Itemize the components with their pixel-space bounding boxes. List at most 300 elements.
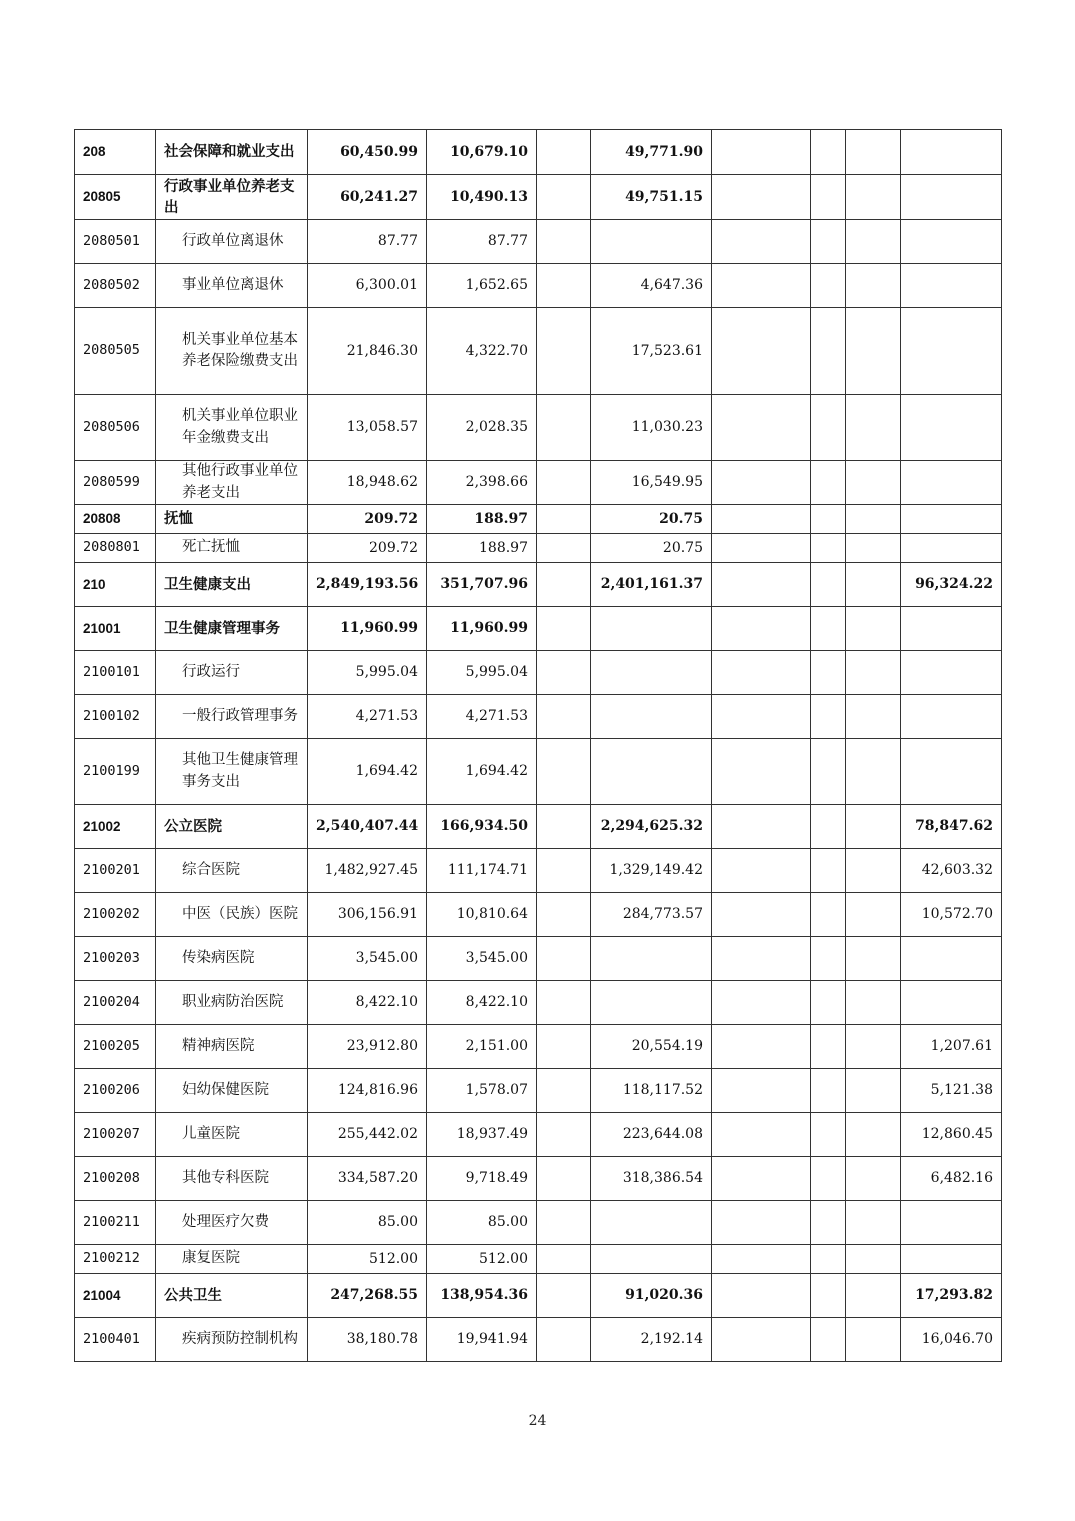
amount-cell-c5	[712, 505, 811, 534]
amount-cell-c1: 247,268.55	[308, 1274, 427, 1318]
amount-cell-c2: 8,422.10	[427, 981, 537, 1025]
page-number: 24	[528, 1413, 547, 1429]
row-name-cell: 职业病防治医院	[156, 981, 308, 1025]
amount-cell-c4: 49,771.90	[591, 130, 712, 175]
row-name-cell: 事业单位离退休	[156, 264, 308, 308]
amount-cell-c8: 5,121.38	[901, 1069, 1002, 1113]
amount-cell-c2: 18,937.49	[427, 1113, 537, 1157]
amount-cell-c7	[846, 739, 901, 805]
table-row	[75, 1201, 1002, 1245]
amount-cell-c4: 2,294,625.32	[591, 805, 712, 849]
table-row	[75, 1318, 1002, 1362]
amount-cell-c1: 87.77	[308, 220, 427, 264]
amount-cell-c3	[537, 1201, 591, 1245]
table-row	[75, 534, 1002, 563]
amount-cell-c2: 188.97	[427, 505, 537, 534]
amount-cell-c4	[591, 981, 712, 1025]
amount-cell-c3	[537, 175, 591, 220]
amount-cell-c8: 12,860.45	[901, 1113, 1002, 1157]
amount-cell-c4: 2,192.14	[591, 1318, 712, 1362]
amount-cell-c7	[846, 893, 901, 937]
amount-cell-c2: 5,995.04	[427, 651, 537, 695]
amount-cell-c6	[811, 651, 846, 695]
amount-cell-c7	[846, 1069, 901, 1113]
amount-cell-c3	[537, 981, 591, 1025]
amount-cell-c6	[811, 563, 846, 607]
amount-cell-c3	[537, 1245, 591, 1274]
row-code-cell: 2100208	[75, 1157, 156, 1201]
row-code-cell: 2100212	[75, 1245, 156, 1274]
amount-cell-c7	[846, 308, 901, 395]
amount-cell-c1: 124,816.96	[308, 1069, 427, 1113]
amount-cell-c2: 512.00	[427, 1245, 537, 1274]
row-name-cell: 妇幼保健医院	[156, 1069, 308, 1113]
amount-cell-c1: 334,587.20	[308, 1157, 427, 1201]
amount-cell-c8	[901, 607, 1002, 651]
row-name-cell: 抚恤	[156, 505, 308, 534]
amount-cell-c6	[811, 220, 846, 264]
amount-cell-c3	[537, 220, 591, 264]
row-code-cell: 2100205	[75, 1025, 156, 1069]
amount-cell-c2: 10,490.13	[427, 175, 537, 220]
amount-cell-c2: 2,151.00	[427, 1025, 537, 1069]
amount-cell-c4: 4,647.36	[591, 264, 712, 308]
row-name-cell: 处理医疗欠费	[156, 1201, 308, 1245]
amount-cell-c2: 188.97	[427, 534, 537, 563]
row-code-cell: 21001	[75, 607, 156, 651]
amount-cell-c8	[901, 937, 1002, 981]
amount-cell-c2: 10,810.64	[427, 893, 537, 937]
amount-cell-c4	[591, 607, 712, 651]
row-code-cell: 21004	[75, 1274, 156, 1318]
amount-cell-c8: 16,046.70	[901, 1318, 1002, 1362]
row-code-cell: 2080506	[75, 395, 156, 461]
amount-cell-c7	[846, 1113, 901, 1157]
amount-cell-c6	[811, 1025, 846, 1069]
amount-cell-c2: 2,398.66	[427, 461, 537, 505]
amount-cell-c6	[811, 175, 846, 220]
amount-cell-c4: 223,644.08	[591, 1113, 712, 1157]
amount-cell-c6	[811, 937, 846, 981]
amount-cell-c4	[591, 1245, 712, 1274]
table-row	[75, 1025, 1002, 1069]
amount-cell-c6	[811, 1274, 846, 1318]
amount-cell-c5	[712, 1069, 811, 1113]
amount-cell-c7	[846, 175, 901, 220]
row-code-cell: 2100199	[75, 739, 156, 805]
amount-cell-c7	[846, 1245, 901, 1274]
amount-cell-c3	[537, 849, 591, 893]
row-code-cell: 2100206	[75, 1069, 156, 1113]
amount-cell-c8	[901, 1245, 1002, 1274]
table-row	[75, 849, 1002, 893]
amount-cell-c2: 1,578.07	[427, 1069, 537, 1113]
amount-cell-c2: 1,694.42	[427, 739, 537, 805]
amount-cell-c3	[537, 534, 591, 563]
amount-cell-c8	[901, 308, 1002, 395]
amount-cell-c2: 3,545.00	[427, 937, 537, 981]
row-code-cell: 2100201	[75, 849, 156, 893]
amount-cell-c3	[537, 805, 591, 849]
amount-cell-c6	[811, 739, 846, 805]
amount-cell-c4: 49,751.15	[591, 175, 712, 220]
row-code-cell: 20805	[75, 175, 156, 220]
row-name-cell: 社会保障和就业支出	[156, 130, 308, 175]
amount-cell-c5	[712, 395, 811, 461]
amount-cell-c6	[811, 130, 846, 175]
amount-cell-c5	[712, 739, 811, 805]
amount-cell-c5	[712, 534, 811, 563]
row-name-cell: 儿童医院	[156, 1113, 308, 1157]
amount-cell-c3	[537, 1274, 591, 1318]
table-row	[75, 805, 1002, 849]
row-code-cell: 2100207	[75, 1113, 156, 1157]
amount-cell-c6	[811, 1113, 846, 1157]
amount-cell-c6	[811, 607, 846, 651]
amount-cell-c4	[591, 739, 712, 805]
row-name-cell: 行政单位离退休	[156, 220, 308, 264]
amount-cell-c6	[811, 461, 846, 505]
row-name-cell: 综合医院	[156, 849, 308, 893]
amount-cell-c3	[537, 651, 591, 695]
table-row	[75, 130, 1002, 175]
amount-cell-c2: 1,652.65	[427, 264, 537, 308]
amount-cell-c3	[537, 1318, 591, 1362]
amount-cell-c1: 3,545.00	[308, 937, 427, 981]
amount-cell-c6	[811, 264, 846, 308]
table-row	[75, 563, 1002, 607]
amount-cell-c2: 4,271.53	[427, 695, 537, 739]
amount-cell-c5	[712, 607, 811, 651]
amount-cell-c2: 111,174.71	[427, 849, 537, 893]
row-name-cell: 公共卫生	[156, 1274, 308, 1318]
table-row	[75, 1069, 1002, 1113]
amount-cell-c8: 17,293.82	[901, 1274, 1002, 1318]
amount-cell-c8: 6,482.16	[901, 1157, 1002, 1201]
amount-cell-c1: 85.00	[308, 1201, 427, 1245]
amount-cell-c2: 85.00	[427, 1201, 537, 1245]
row-code-cell: 2080599	[75, 461, 156, 505]
budget-table	[74, 129, 1002, 1362]
table-row	[75, 1274, 1002, 1318]
table-row	[75, 937, 1002, 981]
amount-cell-c4: 284,773.57	[591, 893, 712, 937]
amount-cell-c2: 10,679.10	[427, 130, 537, 175]
amount-cell-c5	[712, 1318, 811, 1362]
table-body	[75, 130, 1002, 1362]
amount-cell-c3	[537, 1069, 591, 1113]
table-row	[75, 607, 1002, 651]
amount-cell-c7	[846, 981, 901, 1025]
amount-cell-c6	[811, 505, 846, 534]
amount-cell-c3	[537, 505, 591, 534]
row-name-cell: 疾病预防控制机构	[156, 1318, 308, 1362]
amount-cell-c8	[901, 981, 1002, 1025]
amount-cell-c5	[712, 849, 811, 893]
amount-cell-c8	[901, 695, 1002, 739]
row-code-cell: 2100204	[75, 981, 156, 1025]
amount-cell-c6	[811, 1245, 846, 1274]
table-row	[75, 981, 1002, 1025]
row-code-cell: 2100211	[75, 1201, 156, 1245]
amount-cell-c7	[846, 1318, 901, 1362]
amount-cell-c3	[537, 893, 591, 937]
amount-cell-c4: 17,523.61	[591, 308, 712, 395]
table-row	[75, 308, 1002, 395]
amount-cell-c2: 9,718.49	[427, 1157, 537, 1201]
row-code-cell: 210	[75, 563, 156, 607]
row-name-cell: 行政事业单位养老支出	[156, 175, 308, 220]
row-name-cell: 机关事业单位职业年金缴费支出	[156, 395, 308, 461]
amount-cell-c1: 21,846.30	[308, 308, 427, 395]
amount-cell-c6	[811, 893, 846, 937]
table-row	[75, 1157, 1002, 1201]
row-name-cell: 其他行政事业单位养老支出	[156, 461, 308, 505]
amount-cell-c7	[846, 607, 901, 651]
amount-cell-c5	[712, 461, 811, 505]
amount-cell-c1: 209.72	[308, 534, 427, 563]
amount-cell-c7	[846, 130, 901, 175]
row-name-cell: 其他专科医院	[156, 1157, 308, 1201]
amount-cell-c8: 96,324.22	[901, 563, 1002, 607]
amount-cell-c6	[811, 1069, 846, 1113]
amount-cell-c2: 19,941.94	[427, 1318, 537, 1362]
amount-cell-c8	[901, 264, 1002, 308]
amount-cell-c4	[591, 695, 712, 739]
amount-cell-c1: 8,422.10	[308, 981, 427, 1025]
amount-cell-c4	[591, 937, 712, 981]
amount-cell-c5	[712, 1201, 811, 1245]
amount-cell-c1: 306,156.91	[308, 893, 427, 937]
amount-cell-c3	[537, 1113, 591, 1157]
table-row	[75, 175, 1002, 220]
amount-cell-c8: 42,603.32	[901, 849, 1002, 893]
amount-cell-c1: 60,241.27	[308, 175, 427, 220]
row-code-cell: 21002	[75, 805, 156, 849]
amount-cell-c6	[811, 1201, 846, 1245]
row-code-cell: 2100203	[75, 937, 156, 981]
amount-cell-c1: 2,540,407.44	[308, 805, 427, 849]
amount-cell-c7	[846, 651, 901, 695]
table-row	[75, 505, 1002, 534]
amount-cell-c1: 1,482,927.45	[308, 849, 427, 893]
amount-cell-c7	[846, 1157, 901, 1201]
amount-cell-c5	[712, 695, 811, 739]
amount-cell-c8: 78,847.62	[901, 805, 1002, 849]
row-name-cell: 卫生健康支出	[156, 563, 308, 607]
amount-cell-c8	[901, 505, 1002, 534]
amount-cell-c3	[537, 308, 591, 395]
amount-cell-c1: 512.00	[308, 1245, 427, 1274]
amount-cell-c8: 10,572.70	[901, 893, 1002, 937]
amount-cell-c2: 4,322.70	[427, 308, 537, 395]
row-name-cell: 机关事业单位基本养老保险缴费支出	[156, 308, 308, 395]
row-name-cell: 行政运行	[156, 651, 308, 695]
amount-cell-c1: 209.72	[308, 505, 427, 534]
amount-cell-c4: 1,329,149.42	[591, 849, 712, 893]
amount-cell-c8	[901, 739, 1002, 805]
amount-cell-c1: 13,058.57	[308, 395, 427, 461]
amount-cell-c1: 23,912.80	[308, 1025, 427, 1069]
amount-cell-c3	[537, 461, 591, 505]
amount-cell-c7	[846, 1201, 901, 1245]
row-name-cell: 死亡抚恤	[156, 534, 308, 563]
row-name-cell: 公立医院	[156, 805, 308, 849]
amount-cell-c6	[811, 395, 846, 461]
amount-cell-c2: 2,028.35	[427, 395, 537, 461]
row-name-cell: 康复医院	[156, 1245, 308, 1274]
row-code-cell: 2100401	[75, 1318, 156, 1362]
amount-cell-c5	[712, 651, 811, 695]
amount-cell-c6	[811, 849, 846, 893]
amount-cell-c6	[811, 534, 846, 563]
amount-cell-c4: 91,020.36	[591, 1274, 712, 1318]
amount-cell-c6	[811, 1318, 846, 1362]
amount-cell-c7	[846, 264, 901, 308]
amount-cell-c5	[712, 981, 811, 1025]
amount-cell-c8: 1,207.61	[901, 1025, 1002, 1069]
table-row	[75, 220, 1002, 264]
amount-cell-c6	[811, 695, 846, 739]
amount-cell-c5	[712, 1157, 811, 1201]
amount-cell-c2: 166,934.50	[427, 805, 537, 849]
amount-cell-c4	[591, 651, 712, 695]
amount-cell-c8	[901, 220, 1002, 264]
amount-cell-c5	[712, 1025, 811, 1069]
row-code-cell: 2080801	[75, 534, 156, 563]
amount-cell-c8	[901, 534, 1002, 563]
amount-cell-c1: 2,849,193.56	[308, 563, 427, 607]
row-name-cell: 精神病医院	[156, 1025, 308, 1069]
amount-cell-c5	[712, 937, 811, 981]
amount-cell-c1: 255,442.02	[308, 1113, 427, 1157]
row-name-cell: 中医（民族）医院	[156, 893, 308, 937]
amount-cell-c1: 6,300.01	[308, 264, 427, 308]
amount-cell-c7	[846, 534, 901, 563]
amount-cell-c2: 351,707.96	[427, 563, 537, 607]
amount-cell-c4: 11,030.23	[591, 395, 712, 461]
amount-cell-c4: 2,401,161.37	[591, 563, 712, 607]
amount-cell-c3	[537, 695, 591, 739]
row-code-cell: 2100101	[75, 651, 156, 695]
amount-cell-c5	[712, 1113, 811, 1157]
amount-cell-c3	[537, 395, 591, 461]
table-row	[75, 461, 1002, 505]
amount-cell-c3	[537, 264, 591, 308]
amount-cell-c4: 20.75	[591, 534, 712, 563]
table-row	[75, 1113, 1002, 1157]
amount-cell-c8	[901, 651, 1002, 695]
amount-cell-c8	[901, 1201, 1002, 1245]
amount-cell-c6	[811, 981, 846, 1025]
amount-cell-c7	[846, 563, 901, 607]
amount-cell-c4: 318,386.54	[591, 1157, 712, 1201]
row-code-cell: 2100102	[75, 695, 156, 739]
amount-cell-c5	[712, 893, 811, 937]
amount-cell-c3	[537, 1025, 591, 1069]
row-code-cell: 2080502	[75, 264, 156, 308]
row-code-cell: 20808	[75, 505, 156, 534]
row-code-cell: 2100202	[75, 893, 156, 937]
amount-cell-c5	[712, 175, 811, 220]
amount-cell-c1: 38,180.78	[308, 1318, 427, 1362]
amount-cell-c7	[846, 805, 901, 849]
amount-cell-c1: 11,960.99	[308, 607, 427, 651]
amount-cell-c8	[901, 461, 1002, 505]
row-name-cell: 其他卫生健康管理事务支出	[156, 739, 308, 805]
table-row	[75, 695, 1002, 739]
amount-cell-c3	[537, 563, 591, 607]
amount-cell-c5	[712, 220, 811, 264]
amount-cell-c4: 118,117.52	[591, 1069, 712, 1113]
amount-cell-c2: 87.77	[427, 220, 537, 264]
amount-cell-c1: 1,694.42	[308, 739, 427, 805]
row-name-cell: 传染病医院	[156, 937, 308, 981]
amount-cell-c1: 5,995.04	[308, 651, 427, 695]
amount-cell-c8	[901, 395, 1002, 461]
amount-cell-c5	[712, 264, 811, 308]
amount-cell-c1: 60,450.99	[308, 130, 427, 175]
amount-cell-c4	[591, 1201, 712, 1245]
amount-cell-c6	[811, 1157, 846, 1201]
amount-cell-c7	[846, 849, 901, 893]
row-name-cell: 一般行政管理事务	[156, 695, 308, 739]
amount-cell-c5	[712, 308, 811, 395]
amount-cell-c4: 16,549.95	[591, 461, 712, 505]
amount-cell-c3	[537, 739, 591, 805]
amount-cell-c2: 138,954.36	[427, 1274, 537, 1318]
amount-cell-c6	[811, 308, 846, 395]
amount-cell-c8	[901, 130, 1002, 175]
amount-cell-c7	[846, 461, 901, 505]
amount-cell-c3	[537, 937, 591, 981]
amount-cell-c1: 18,948.62	[308, 461, 427, 505]
amount-cell-c7	[846, 1274, 901, 1318]
amount-cell-c4: 20.75	[591, 505, 712, 534]
table-row	[75, 264, 1002, 308]
amount-cell-c5	[712, 563, 811, 607]
amount-cell-c5	[712, 1245, 811, 1274]
table-row	[75, 395, 1002, 461]
amount-cell-c5	[712, 130, 811, 175]
amount-cell-c7	[846, 937, 901, 981]
amount-cell-c7	[846, 505, 901, 534]
amount-cell-c7	[846, 1025, 901, 1069]
row-code-cell: 2080505	[75, 308, 156, 395]
amount-cell-c6	[811, 805, 846, 849]
amount-cell-c5	[712, 805, 811, 849]
table-row	[75, 893, 1002, 937]
table-row	[75, 651, 1002, 695]
amount-cell-c7	[846, 395, 901, 461]
table-row	[75, 1245, 1002, 1274]
amount-cell-c4	[591, 220, 712, 264]
amount-cell-c7	[846, 695, 901, 739]
amount-cell-c5	[712, 1274, 811, 1318]
amount-cell-c8	[901, 175, 1002, 220]
amount-cell-c3	[537, 1157, 591, 1201]
amount-cell-c4: 20,554.19	[591, 1025, 712, 1069]
table-row	[75, 739, 1002, 805]
row-code-cell: 208	[75, 130, 156, 175]
amount-cell-c7	[846, 220, 901, 264]
amount-cell-c3	[537, 607, 591, 651]
amount-cell-c3	[537, 130, 591, 175]
amount-cell-c1: 4,271.53	[308, 695, 427, 739]
row-code-cell: 2080501	[75, 220, 156, 264]
amount-cell-c2: 11,960.99	[427, 607, 537, 651]
row-name-cell: 卫生健康管理事务	[156, 607, 308, 651]
